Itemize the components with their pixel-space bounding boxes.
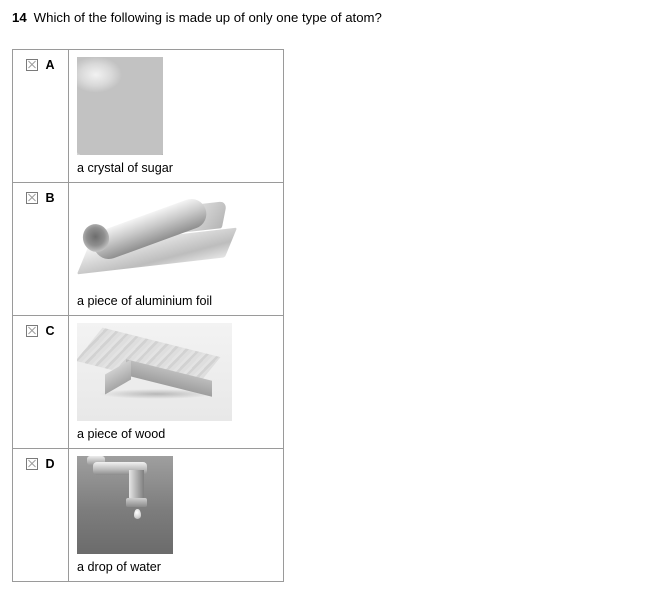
option-row-c[interactable]	[13, 316, 283, 449]
option-row-b[interactable]	[13, 183, 283, 316]
option-a-selector[interactable]	[13, 50, 69, 182]
option-c-content	[69, 316, 283, 448]
option-row-d[interactable]	[13, 449, 283, 581]
crossed-checkbox-icon[interactable]	[26, 192, 38, 204]
option-letter-d: D	[45, 457, 55, 471]
crossed-checkbox-icon[interactable]	[26, 458, 38, 470]
option-letter-c: C	[45, 324, 55, 338]
option-letter-b: B	[45, 191, 55, 205]
option-row-a[interactable]	[13, 50, 283, 183]
crossed-checkbox-icon[interactable]	[26, 59, 38, 71]
option-c-selector[interactable]	[13, 316, 69, 448]
option-d-selector[interactable]	[13, 449, 69, 581]
option-d-caption: a drop of water	[77, 560, 162, 574]
option-b-caption: a piece of aluminium foil	[77, 294, 213, 308]
dripping-tap-photo	[77, 456, 173, 554]
aluminium-foil-roll-photo	[77, 190, 253, 288]
question-text: Which of the following is made up of only one type of atom?	[33, 10, 382, 25]
option-a-caption: a crystal of sugar	[77, 161, 173, 175]
option-c-caption: a piece of wood	[77, 427, 166, 441]
question-number: 14	[12, 10, 27, 25]
sugar-crystals-photo	[77, 57, 163, 155]
option-b-content	[69, 183, 283, 315]
wooden-plank-photo	[77, 323, 232, 421]
option-a-content	[69, 50, 283, 182]
crossed-checkbox-icon[interactable]	[26, 325, 38, 337]
option-letter-a: A	[45, 58, 55, 72]
options-table	[12, 49, 284, 582]
question-line	[12, 10, 382, 26]
option-d-content	[69, 449, 283, 581]
option-b-selector[interactable]	[13, 183, 69, 315]
